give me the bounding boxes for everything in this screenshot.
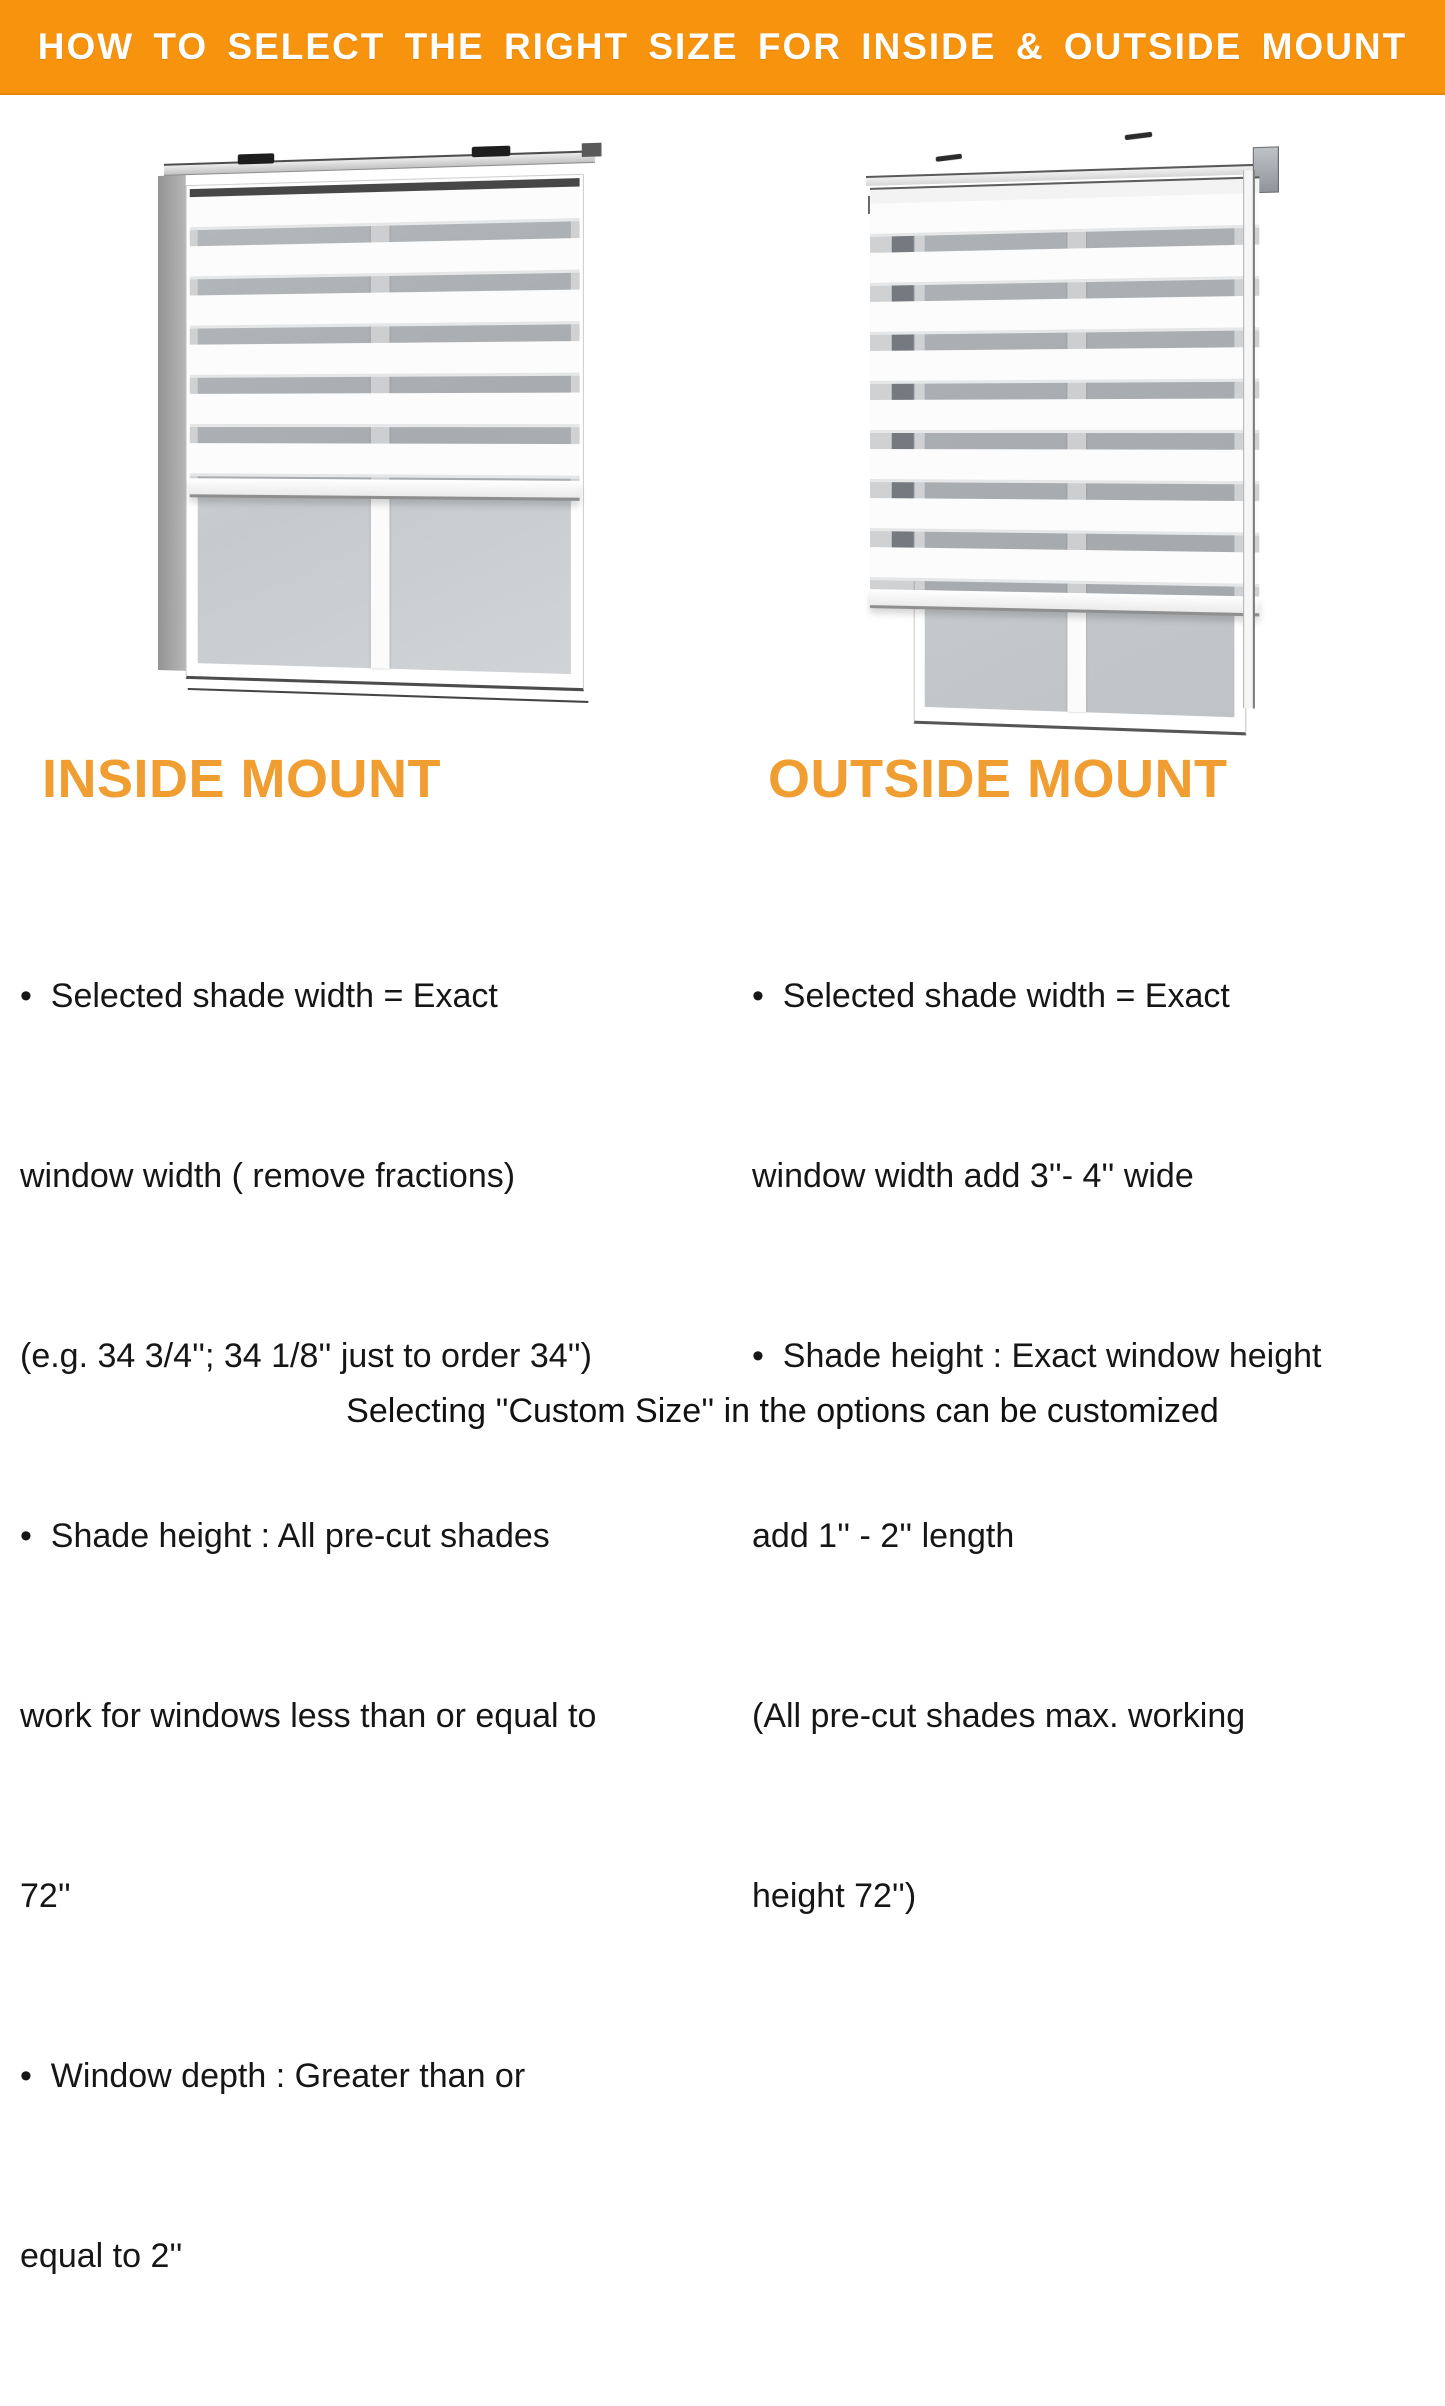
text-line: work for windows less than or equal to — [20, 1697, 597, 1735]
inside-mount-heading: INSIDE MOUNT — [42, 749, 442, 809]
window-frame — [186, 174, 584, 692]
strip-endcap — [582, 143, 602, 157]
text-line: 72'' — [20, 1877, 71, 1915]
shade-bottomrail — [190, 479, 580, 502]
text-line: window width ( remove fractions) — [20, 1157, 516, 1195]
outside-mount-bullets — [752, 846, 1442, 2046]
mount-strip — [164, 150, 595, 176]
inside-mount-bullets — [20, 846, 720, 2406]
screw-mark-icon — [1125, 132, 1153, 140]
zebra-stripes — [190, 186, 580, 484]
outside-mount-heading: OUTSIDE MOUNT — [768, 749, 1228, 809]
text-line: equal to 2'' — [20, 2237, 183, 2275]
text-line: add 1'' - 2'' length — [752, 1517, 1015, 1555]
header-banner — [0, 0, 1445, 95]
text-line: (All pre-cut shades max. working — [752, 1697, 1246, 1735]
inside-mount-section — [20, 748, 720, 2406]
sill-line — [188, 688, 589, 703]
text-line: (e.g. 34 3/4''; 34 1/8'' just to order 34'') — [20, 1337, 592, 1375]
screw-mark-icon — [936, 154, 963, 162]
zebra-stripes — [870, 193, 1259, 600]
window-left-casing — [158, 175, 186, 671]
mount-clip-icon — [472, 146, 511, 158]
page-title: HOW TO SELECT THE RIGHT SIZE FOR INSIDE & OUTSIDE MOUNT — [37, 25, 1408, 67]
bullet-line: • Selected shade width = Exact — [752, 977, 1230, 1015]
shade-side-channel — [1243, 170, 1255, 708]
outside-mount-illustration — [866, 136, 1264, 728]
bullet-line: • Shade height : All pre-cut shades — [20, 1517, 550, 1555]
inside-mount-window-3d — [158, 134, 586, 711]
bullet-line: • Selected shade width = Exact — [20, 977, 498, 1015]
text-line: window width add 3''- 4'' wide — [752, 1157, 1194, 1195]
zebra-shade — [870, 176, 1259, 616]
mount-clip-icon — [238, 153, 274, 164]
bullet-line: • Shade height : Exact window height — [752, 1337, 1322, 1375]
custom-size-note: Selecting ''Custom Size'' in the options can be customized — [346, 1392, 1219, 1430]
bullet-line: • Window depth : Greater than or — [20, 2057, 526, 2095]
inside-mount-illustration — [158, 148, 570, 696]
outside-mount-window-3d — [866, 121, 1279, 743]
zebra-shade — [190, 178, 580, 501]
text-line: height 72'') — [752, 1877, 917, 1915]
